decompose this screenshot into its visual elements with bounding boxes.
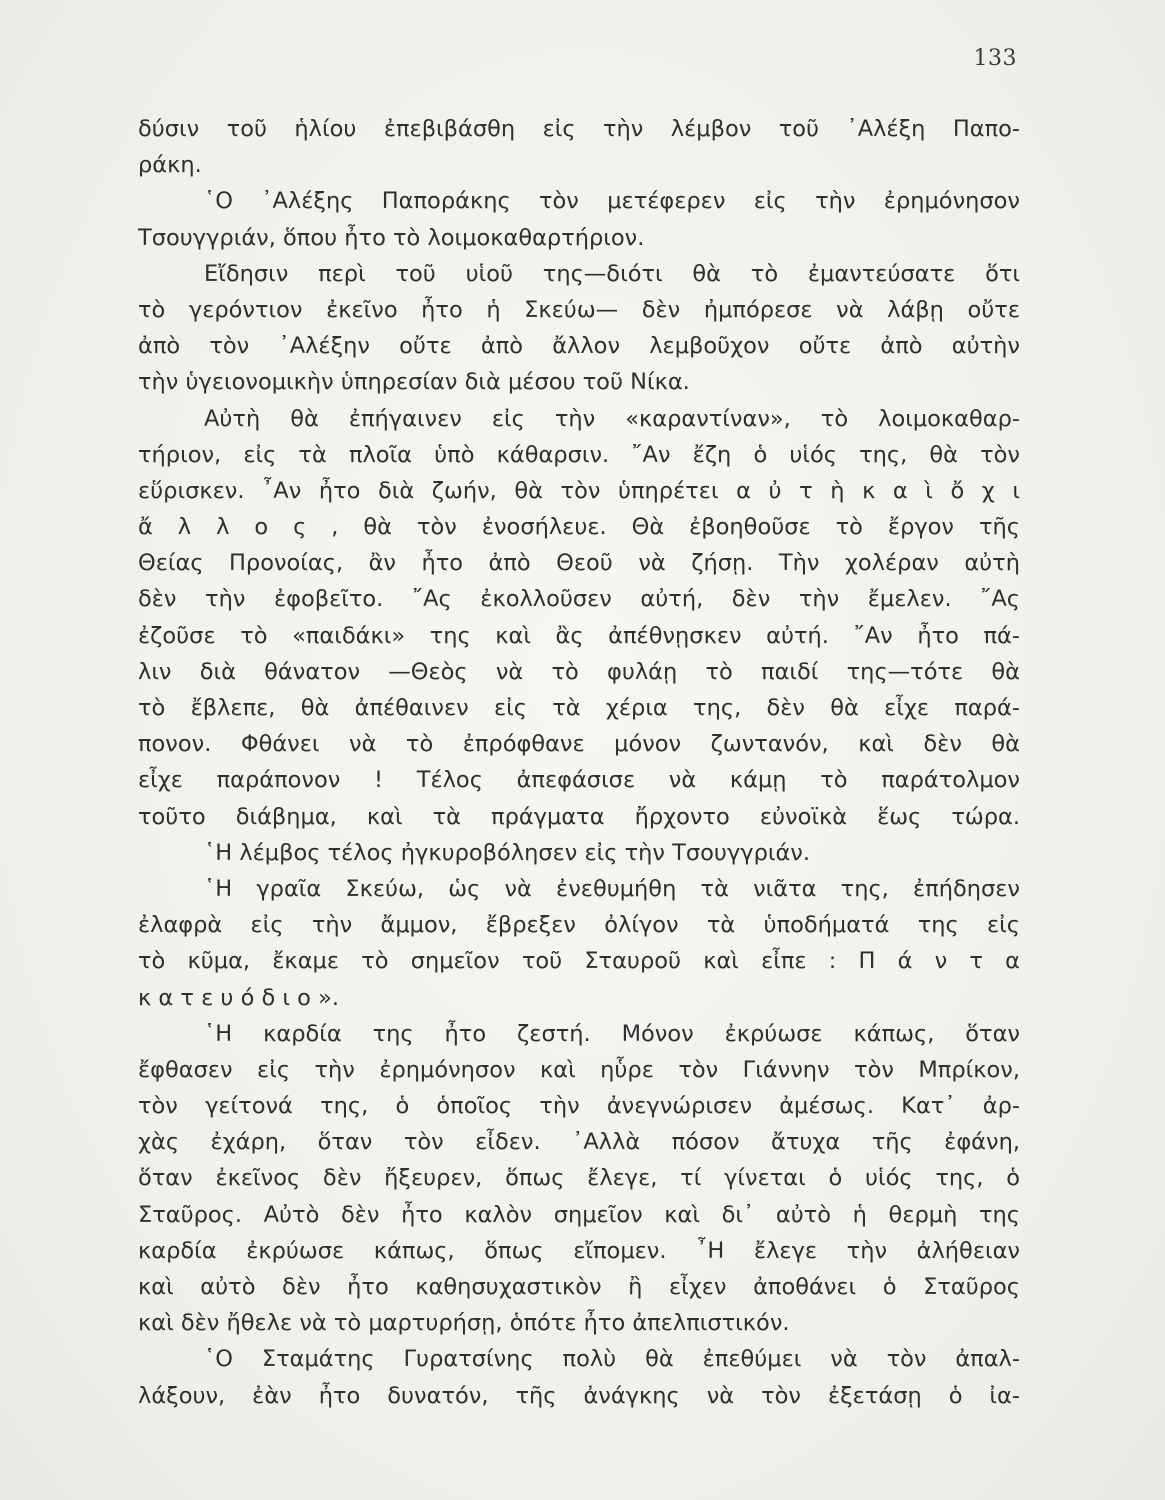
text-line: ἔφθασεν εἰς τὴν ἐρημόνησον καὶ ηὗρε τὸν Γιάννην τὸν Μπρίκον, <box>138 1056 1020 1083</box>
text-line: ῾Η καρδία της ἦτο ζεστή. Μόνον ἐκρύωσε κάπως, ὅταν <box>204 1020 1020 1047</box>
text-line: Τσουγγριάν, ὅπου ἦτο τὸ λοιμοκαθαρτήριον. <box>138 224 645 251</box>
text-line: χὰς ἐχάρη, ὅταν τὸν εἶδεν. ᾿Αλλὰ πόσον ἄτυχα τῆς ἐφάνη, <box>138 1129 1020 1156</box>
text-line: τὸ κῦμα, ἔκαμε τὸ σημεῖον τοῦ Σταυροῦ καὶ εἶπε : Π ά ν τ α <box>138 948 1020 975</box>
text-body <box>138 111 1020 1414</box>
text-line: ῾Η λέμβος τέλος ἠγκυροβόλησεν εἰς τὴν Τσουγγριάν. <box>204 839 811 866</box>
text-line: ἀπὸ τὸν ᾿Αλέξην οὔτε ἀπὸ ἄλλον λεμβοῦχον οὔτε ἀπὸ αὐτὴν <box>138 333 1020 360</box>
text-line: καὶ αὐτὸ δὲν ἦτο καθησυχαστικὸν ἢ εἶχεν ἀποθάνει ὁ Σταῦρος <box>138 1274 1020 1300</box>
text-line: τὸ γερόντιον ἐκεῖνο ἦτο ἡ Σκεύω— δὲν ἠμπόρεσε νὰ λάβῃ οὔτε <box>138 296 1020 323</box>
text-line: ῾Ο ᾿Αλέξης Παποράκης τὸν μετέφερεν εἰς τὴν ἐρημόνησον <box>204 188 1020 215</box>
text-line: δύσιν τοῦ ἡλίου ἐπεβιβάσθη εἰς τὴν λέμβον τοῦ ᾿Αλέξη Παπο- <box>138 116 1020 142</box>
text-line: Σταῦρος. Αὐτὸ δὲν ἦτο καλὸν σημεῖον καὶ δι᾿ αὐτὸ ἡ θερμὴ της <box>138 1201 1020 1228</box>
text-line: κ α τ ε υ ό δ ι ο ». <box>138 984 340 1011</box>
text-line: λάξουν, ἐὰν ἦτο δυνατόν, τῆς ἀνάγκης νὰ τὸν ἐξετάσῃ ὁ ἰα- <box>138 1382 1020 1409</box>
text-line: τὸ ἔβλεπε, θὰ ἀπέθαινεν εἰς τὰ χέρια της, δὲν θὰ εἶχε παρά- <box>138 695 1020 721</box>
text-line: δὲν τὴν ἐφοβεῖτο. ῎Ας ἐκολλοῦσεν αὐτή, δὲν τὴν ἔμελεν. ῎Ας <box>138 586 1020 613</box>
text-line: ῾Η γραῖα Σκεύω, ὡς νὰ ἐνεθυμήθη τὰ νιᾶτα της, ἐπήδησεν <box>204 875 1020 902</box>
text-line: Εἴδησιν περὶ τοῦ υἱοῦ της—διότι θὰ τὸ ἐμαντεύσατε ὅτι <box>204 260 1020 287</box>
text-line: τὸν γείτονά της, ὁ ὁποῖος τὴν ἀνεγνώρισεν ἀμέσως. Κατ᾿ ἀρ- <box>138 1093 1020 1120</box>
text-line: εἶχε παράπονον ! Τέλος ἀπεφάσισε νὰ κάμῃ τὸ παράτολμον <box>138 767 1020 794</box>
text-line: καρδία ἐκρύωσε κάπως, ὅπως εἴπομεν. ῏Η ἔλεγε τὴν ἀλήθειαν <box>138 1237 1020 1264</box>
text-line: ῾Ο Σταμάτης Γυρατσίνης πολὺ θὰ ἐπεθύμει νὰ τὸν ἀπαλ- <box>204 1346 1020 1373</box>
text-line: ἐζοῦσε τὸ «παιδάκι» της καὶ ἂς ἀπέθνῃσκεν αὐτή. ῎Αν ἦτο πά- <box>138 622 1020 649</box>
text-line: ὅταν ἐκεῖνος δὲν ἤξευρεν, ὅπως ἔλεγε, τί γίνεται ὁ υἱός της, ὁ <box>138 1165 1020 1192</box>
text-line: Αὐτὴ θὰ ἐπήγαινεν εἰς τὴν «καραντίναν», τὸ λοιμοκαθαρ- <box>204 405 1020 432</box>
text-line: τὴν ὑγειονομικὴν ὑπηρεσίαν διὰ μέσου τοῦ Νίκα. <box>138 369 690 396</box>
text-line: λιν διὰ θάνατον —Θεὸς νὰ τὸ φυλάῃ τὸ παιδί της—τότε θὰ <box>138 658 1020 685</box>
text-line: ράκη. <box>138 152 202 179</box>
text-line: ἄ λ λ ο ς , θὰ τὸν ἐνοσήλευε. Θὰ ἐβοηθοῦσε τὸ ἔργον τῆς <box>138 514 1020 541</box>
text-line: καὶ δὲν ἤθελε νὰ τὸ μαρτυρήσῃ, ὁπότε ἦτο ἀπελπιστικόν. <box>138 1310 790 1337</box>
text-line: πονον. Φθάνει νὰ τὸ ἐπρόφθανε μόνον ζωντανόν, καὶ δὲν θὰ <box>138 731 1020 758</box>
text-line: τήριον, εἰς τὰ πλοῖα ὑπὸ κάθαρσιν. ῎Αν ἔζη ὁ υἱός της, θὰ τὸν <box>138 441 1020 468</box>
page-number: 133 <box>973 46 1017 71</box>
text-line: ἐλαφρὰ εἰς τὴν ἄμμον, ἔβρεξεν ὀλίγον τὰ ὑποδήματά της εἰς <box>138 912 1020 939</box>
text-line: εὕρισκεν. ῏Αν ἦτο διὰ ζωήν, θὰ τὸν ὑπηρέτει α ὐ τ ὴ κ α ὶ ὄ χ ι <box>138 477 1020 504</box>
text-line: Θείας Προνοίας, ἂν ἦτο ἀπὸ Θεοῦ νὰ ζήσῃ. Τὴν χολέραν αὐτὴ <box>138 550 1020 577</box>
text-line: τοῦτο διάβημα, καὶ τὰ πράγματα ἤρχοντο εὐνοϊκὰ ἕως τώρα. <box>138 803 1020 830</box>
